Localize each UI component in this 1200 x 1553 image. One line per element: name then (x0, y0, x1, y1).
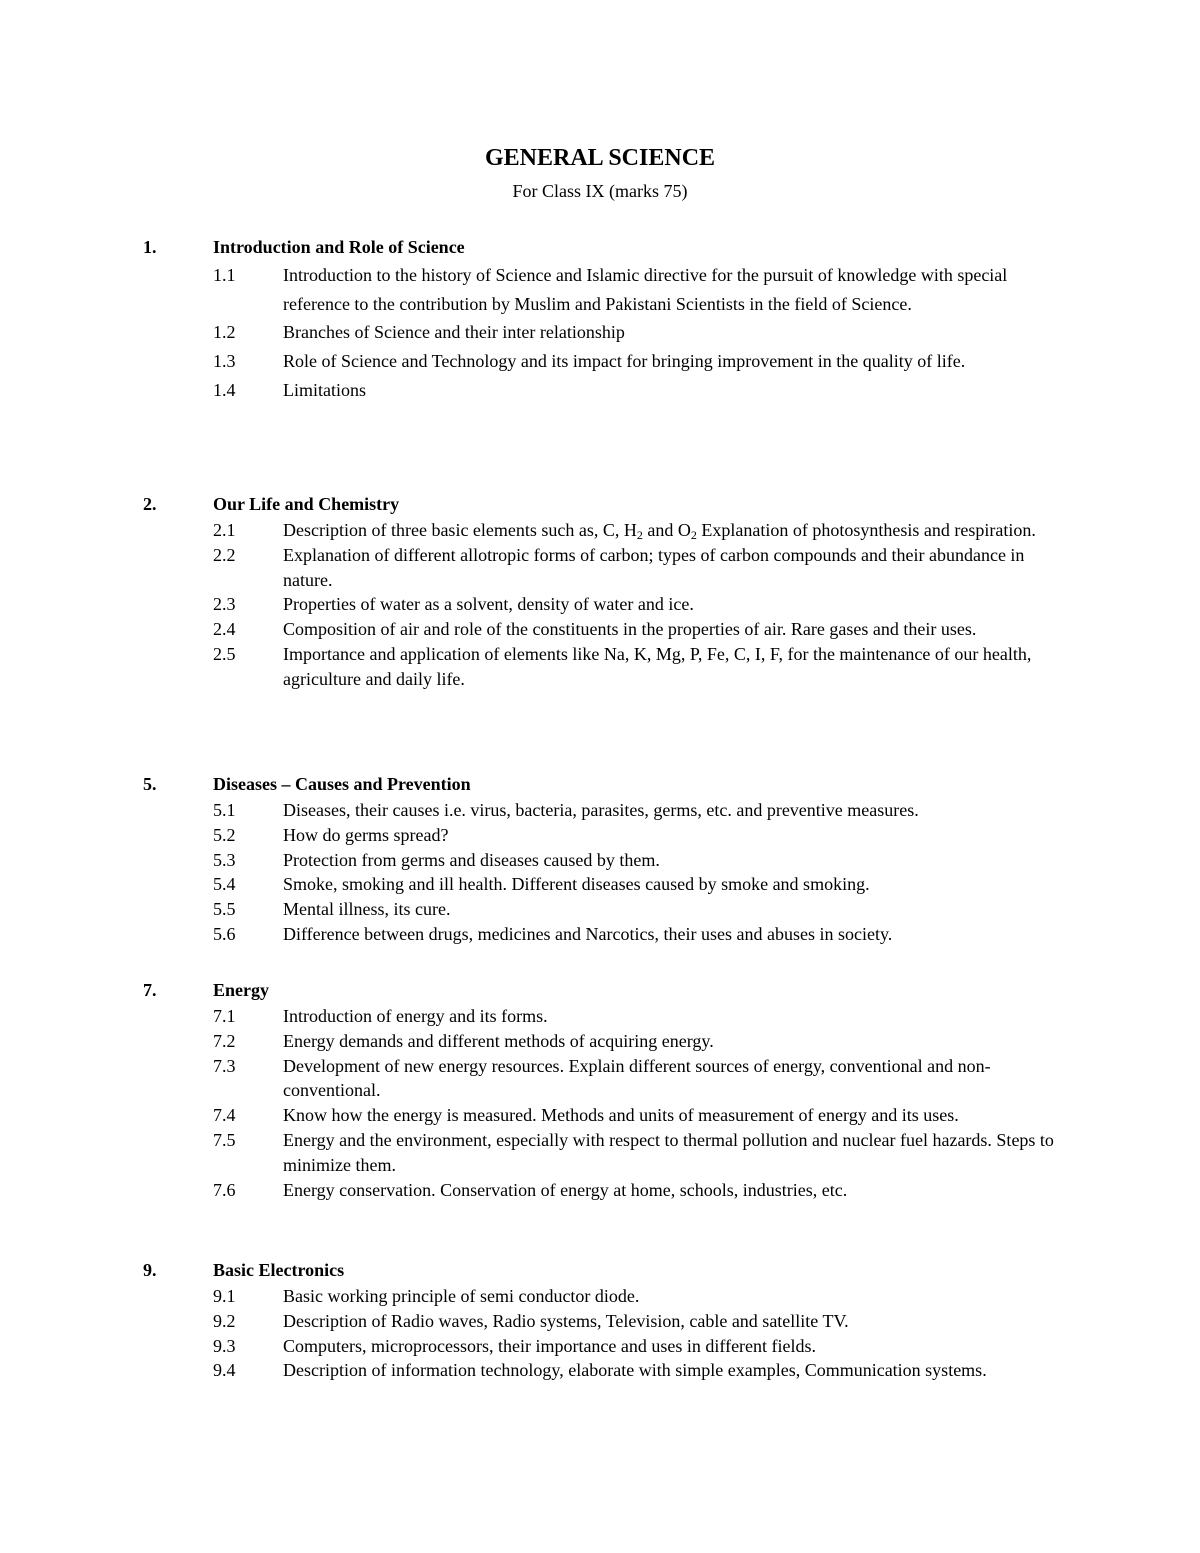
item-number: 1.4 (213, 379, 236, 400)
list-item (0, 518, 1200, 543)
item-number: 5.4 (213, 874, 236, 895)
item-number: 2.2 (213, 544, 236, 565)
item-number: 5.2 (213, 824, 236, 845)
item-text: Computers, microprocessors, their importance and uses in different fields. (283, 1335, 817, 1356)
list-item (0, 872, 1200, 897)
list-item (0, 1128, 1200, 1178)
item-text: Importance and application of elements like Na, K, Mg, P, Fe, C, I, F, for the maintenance of our health, agriculture and daily life. (283, 643, 1032, 689)
item-text: Limitations (283, 379, 366, 400)
section-number: 5. (143, 774, 157, 794)
list-item (0, 376, 1200, 405)
item-text: Properties of water as a solvent, density of water and ice. (283, 594, 694, 615)
subscript: 2 (636, 528, 643, 542)
item-text-part: and O (642, 520, 691, 540)
list-item (0, 1358, 1200, 1383)
list-item (0, 798, 1200, 823)
item-number: 1.1 (213, 265, 236, 285)
section-heading (0, 770, 1200, 798)
item-text-part: Description of three basic elements such as, C, H (283, 520, 637, 540)
list-item (0, 1029, 1200, 1054)
item-number: 1.3 (213, 351, 236, 372)
item-number: 2.1 (213, 520, 236, 540)
list-item (0, 1004, 1200, 1029)
item-text: Role of Science and Technology and its impact for bringing improvement in the quality of life. (283, 351, 966, 372)
item-number: 5.1 (213, 800, 236, 820)
section-introduction-and-role-of-science (0, 233, 1200, 405)
list-item (0, 922, 1200, 947)
list-item (0, 1334, 1200, 1359)
section-diseases-causes-and-prevention (0, 770, 1200, 947)
section-title: Our Life and Chemistry (213, 494, 400, 514)
list-item (0, 1284, 1200, 1309)
item-number: 9.4 (213, 1360, 236, 1381)
list-item (0, 261, 1200, 318)
list-item (0, 823, 1200, 848)
section-number: 1. (143, 237, 157, 257)
item-text-part: Explanation of photosynthesis and respiration. (696, 520, 1036, 540)
item-text: Protection from germs and diseases caused by them. (283, 849, 660, 870)
list-item (0, 543, 1200, 593)
list-item (0, 897, 1200, 922)
item-text: Basic working principle of semi conductor diode. (283, 1286, 640, 1306)
item-number: 7.6 (213, 1179, 236, 1200)
item-number: 9.1 (213, 1286, 236, 1306)
item-text: Mental illness, its cure. (283, 899, 451, 920)
item-text: Introduction to the history of Science and Islamic directive for the pursuit of knowledge with special reference to the contribution by Muslim and Pakistani Scientists in the field of Science. (283, 265, 1008, 314)
item-text: Know how the energy is measured. Methods and units of measurement of energy and its uses. (283, 1105, 959, 1126)
item-text: Introduction of energy and its forms. (283, 1006, 548, 1026)
section-heading (0, 1256, 1200, 1284)
section-title: Diseases – Causes and Prevention (213, 774, 471, 794)
section-title: Energy (213, 980, 269, 1000)
subscript: 2 (690, 528, 697, 542)
item-text: Explanation of different allotropic forms of carbon; types of carbon compounds and their abundance in nature. (283, 544, 1025, 590)
item-number: 9.3 (213, 1335, 236, 1356)
item-number: 9.2 (213, 1310, 236, 1331)
list-item (0, 1178, 1200, 1203)
section-heading (0, 233, 1200, 261)
section-number: 2. (143, 494, 157, 514)
section-basic-electronics (0, 1256, 1200, 1383)
list-item (0, 642, 1200, 692)
item-number: 5.6 (213, 923, 236, 944)
section-heading (0, 976, 1200, 1004)
list-item (0, 1103, 1200, 1128)
list-item (0, 617, 1200, 642)
item-number: 5.3 (213, 849, 236, 870)
item-number: 7.5 (213, 1129, 236, 1150)
item-text: Description of Radio waves, Radio systems, Television, cable and satellite TV. (283, 1310, 849, 1331)
page-title: GENERAL SCIENCE (484, 145, 716, 171)
item-text: Energy demands and different methods of acquiring energy. (283, 1030, 714, 1051)
item-text: Diseases, their causes i.e. virus, bacteria, parasites, germs, etc. and preventive measures. (283, 800, 919, 820)
list-item (0, 592, 1200, 617)
section-our-life-and-chemistry (0, 490, 1200, 692)
section-heading (0, 490, 1200, 518)
item-number: 7.2 (213, 1030, 236, 1051)
item-number: 7.1 (213, 1006, 236, 1026)
list-item (0, 848, 1200, 873)
section-number: 7. (143, 980, 157, 1000)
item-text: Difference between drugs, medicines and Narcotics, their uses and abuses in society. (283, 923, 893, 944)
item-text: Branches of Science and their inter relationship (283, 322, 625, 343)
item-text: Energy and the environment, especially with respect to thermal pollution and nuclear fuel hazards. Steps to minimize them. (283, 1129, 1054, 1175)
item-text: How do germs spread? (283, 824, 449, 845)
item-number: 2.3 (213, 594, 236, 615)
page-subtitle: For Class IX (marks 75) (512, 181, 688, 201)
item-number: 1.2 (213, 322, 236, 343)
list-item (0, 1054, 1200, 1104)
item-text: Composition of air and role of the constituents in the properties of air. Rare gases and their uses. (283, 619, 977, 640)
item-text: Smoke, smoking and ill health. Different diseases caused by smoke and smoking. (283, 874, 870, 895)
section-number: 9. (143, 1260, 157, 1280)
item-number: 7.3 (213, 1055, 236, 1076)
section-title: Introduction and Role of Science (213, 237, 465, 257)
list-item (0, 318, 1200, 347)
item-number: 5.5 (213, 899, 236, 920)
item-number: 2.5 (213, 643, 236, 664)
list-item (0, 347, 1200, 376)
item-number: 2.4 (213, 619, 236, 640)
item-text (283, 518, 1063, 543)
section-title: Basic Electronics (213, 1260, 345, 1280)
list-item (0, 1309, 1200, 1334)
section-energy (0, 976, 1200, 1202)
item-text: Development of new energy resources. Explain different sources of energy, conventional and non-conventional. (283, 1055, 991, 1101)
item-number: 7.4 (213, 1105, 236, 1126)
item-text: Energy conservation. Conservation of energy at home, schools, industries, etc. (283, 1179, 848, 1200)
item-text: Description of information technology, elaborate with simple examples, Communication systems. (283, 1360, 987, 1381)
